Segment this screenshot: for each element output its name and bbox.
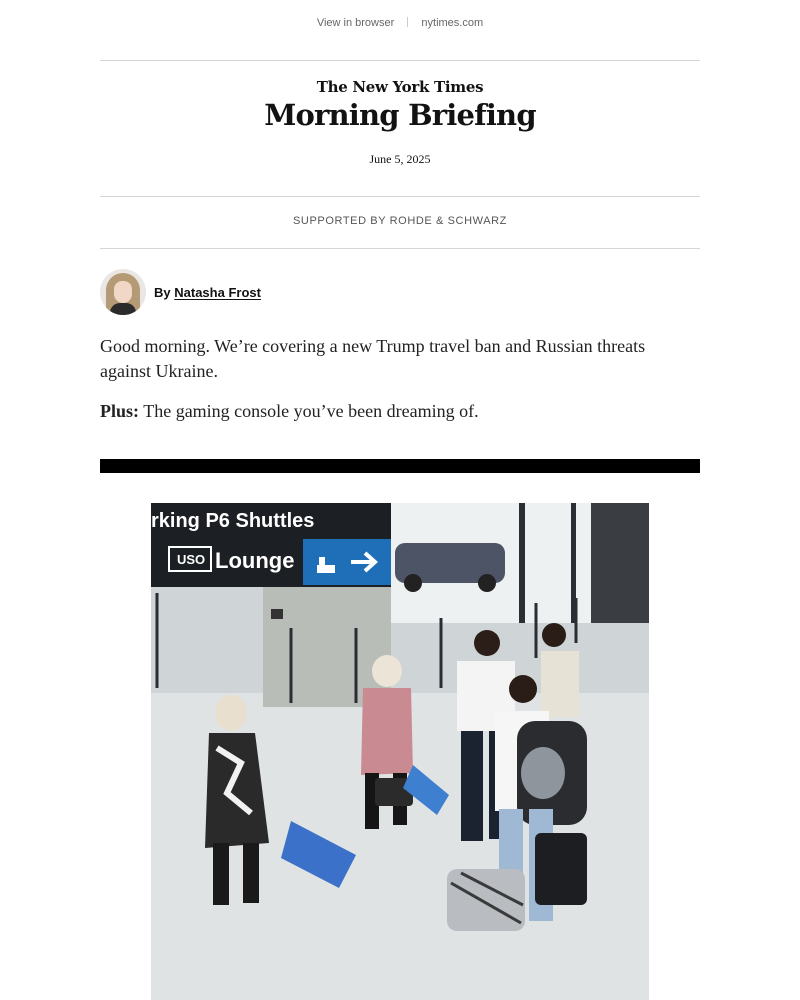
divider-top bbox=[100, 60, 700, 61]
view-in-browser-link[interactable]: View in browser bbox=[316, 17, 395, 29]
intro-plus bbox=[100, 399, 700, 424]
nyt-logo[interactable]: The New York Times bbox=[316, 78, 484, 96]
intro-lede: Good morning. We’re covering a new Trump travel ban and Russian threats against Ukraine. bbox=[100, 336, 646, 381]
plus-label: Plus: bbox=[100, 401, 140, 421]
sign-lounge-text: Lounge bbox=[215, 548, 295, 573]
divider-masthead bbox=[100, 196, 700, 197]
byline-text bbox=[154, 285, 261, 300]
divider-sponsor bbox=[100, 248, 700, 249]
issue-date: June 5, 2025 bbox=[369, 152, 431, 166]
link-separator bbox=[407, 17, 408, 27]
byline bbox=[100, 269, 261, 315]
newsletter-title: Morning Briefing bbox=[264, 98, 536, 132]
sponsor-label: SUPPORTED BY ROHDE & SCHWARZ bbox=[292, 215, 507, 227]
sign-uso-text: USO bbox=[177, 552, 206, 567]
author-link[interactable]: Natasha Frost bbox=[174, 284, 261, 300]
byline-prefix: By bbox=[154, 284, 171, 300]
author-avatar bbox=[100, 269, 146, 315]
top-links bbox=[0, 17, 800, 29]
nytimes-link[interactable]: nytimes.com bbox=[421, 17, 484, 29]
plus-text: The gaming console you’ve been dreaming of. bbox=[143, 401, 479, 421]
section-bar bbox=[100, 459, 700, 473]
sign-shuttles-text: rking P6 Shuttles bbox=[151, 510, 315, 532]
airport-photo[interactable] bbox=[151, 503, 649, 1000]
